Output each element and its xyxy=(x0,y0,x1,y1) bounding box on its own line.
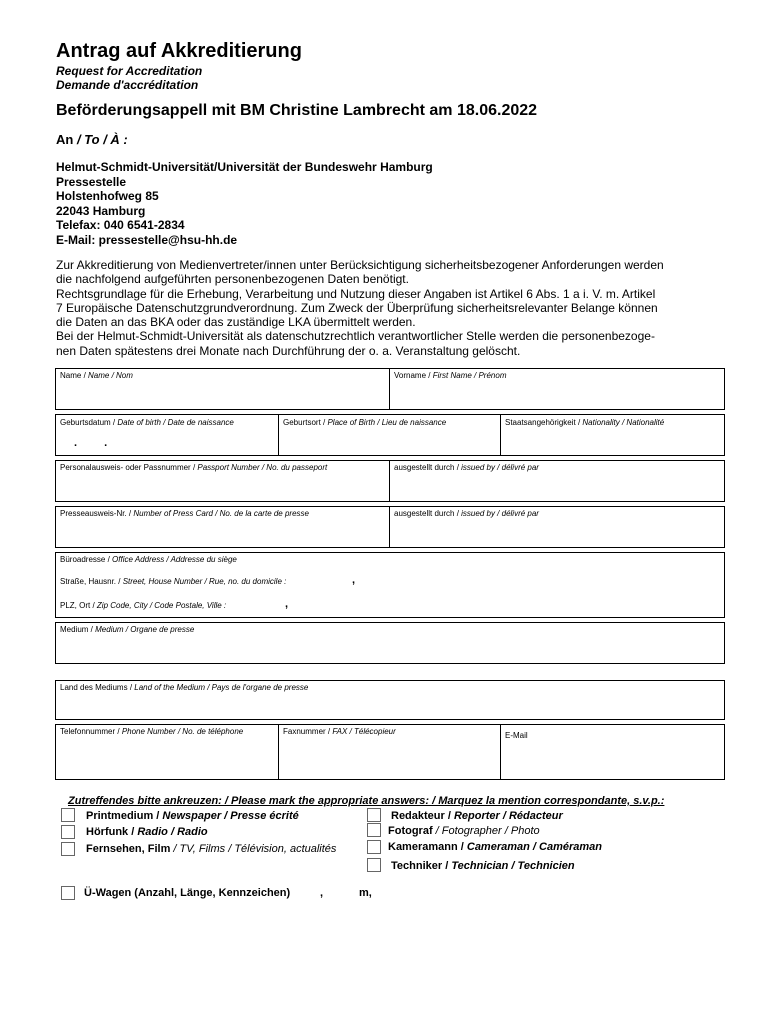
first-name-field[interactable] xyxy=(389,368,725,410)
address-line: Pressestelle xyxy=(56,174,127,189)
name-field[interactable] xyxy=(55,368,390,410)
recipient-address xyxy=(56,160,433,247)
passport-number-label: Personalausweis- oder Passnummer / Passport Number / No. du passeport xyxy=(60,463,328,472)
medium-label: Medium / Medium / Organe de presse xyxy=(60,625,195,634)
cameraman-label: Kameramann / Cameraman / Caméraman xyxy=(388,841,602,853)
technician-checkbox[interactable] xyxy=(367,858,381,872)
reporter-label: Redakteur / Reporter / Rédacteur xyxy=(391,810,563,822)
passport-issuer-field[interactable] xyxy=(389,460,725,502)
zip-city-label: PLZ, Ort / Zip Code, City / Code Postale, Ville : xyxy=(60,601,227,610)
address-fax: Telefax: 040 6541-2834 xyxy=(56,218,185,232)
phone-field[interactable] xyxy=(55,724,279,780)
birth-place-field[interactable] xyxy=(278,414,501,456)
notice-line: Rechtsgrundlage für die Erhebung, Verarbeitung und Nutzung dieser Angaben ist Artikel 6 Abs. 1 a i. V. m. Artikel xyxy=(56,286,656,301)
birth-place-label: Geburtsort / Place of Birth / Lieu de naissance xyxy=(283,418,447,427)
event-title: Beförderungsappell mit BM Christine Lambrecht am 18.06.2022 xyxy=(56,102,538,119)
notice-line: die nachfolgend aufgeführten personenbezogenen Daten benötigt. xyxy=(56,272,409,287)
radio-checkbox[interactable] xyxy=(61,825,75,839)
print-media-checkbox[interactable] xyxy=(61,808,75,822)
notice-line: nen Daten spätestens drei Monate nach Durchführung der o. a. Veranstaltung gelöscht. xyxy=(56,343,521,358)
notice-line: die Daten an das BKA oder das zuständige LKA übermittelt werden. xyxy=(56,315,416,330)
fax-field[interactable] xyxy=(278,724,501,780)
press-card-issuer-field[interactable] xyxy=(389,506,725,548)
passport-number-field[interactable] xyxy=(55,460,390,502)
technician-label: Techniker / Technician / Technicien xyxy=(391,860,575,872)
tv-film-label: Fernsehen, Film / TV, Films / Télévision, actualités xyxy=(86,843,337,855)
fax-label: Faxnummer / FAX / Télécopieur xyxy=(283,727,396,736)
ob-van-separator: , xyxy=(320,887,324,899)
nationality-field[interactable] xyxy=(500,414,725,456)
radio-label: Hörfunk / Radio / Radio xyxy=(86,826,208,838)
privacy-notice xyxy=(56,258,726,358)
address-line: 22043 Hamburg xyxy=(56,203,146,218)
first-name-label: Vorname / First Name / Prénom xyxy=(394,371,507,380)
birth-date-separators: . . xyxy=(74,437,120,449)
media-country-field[interactable] xyxy=(55,680,725,720)
nationality-label: Staatsangehörigkeit / Nationality / Nationalité xyxy=(505,418,665,427)
zip-city-separator: , xyxy=(285,598,289,610)
photographer-checkbox[interactable] xyxy=(367,823,381,837)
passport-issuer-label: ausgestellt durch / issued by / délivré par xyxy=(394,463,539,472)
ob-van-meter-unit: m, xyxy=(359,887,372,899)
page-title: Antrag auf Akkreditierung xyxy=(56,40,302,62)
street-label: Straße, Hausnr. / Street, House Number / Rue, no. du domicile : xyxy=(60,577,287,586)
checkbox-instruction: Zutreffendes bitte ankreuzen: / Please mark the appropriate answers: / Marquez la mention correspondante, s.v.p.: xyxy=(68,795,665,807)
press-card-label: Presseausweis-Nr. / Number of Press Card / No. de la carte de presse xyxy=(60,509,309,518)
address-line: Holstenhofweg 85 xyxy=(56,189,159,203)
recipient-label: An / To / À : xyxy=(56,132,128,147)
street-separator: , xyxy=(352,574,356,586)
phone-label: Telefonnummer / Phone Number / No. de téléphone xyxy=(60,727,244,736)
ob-van-label: Ü-Wagen (Anzahl, Länge, Kennzeichen) xyxy=(84,887,291,899)
notice-line: Zur Akkreditierung von Medienvertreter/innen unter Berücksichtigung sicherheitsbezogener Anforderungen werden xyxy=(56,258,664,272)
subtitle-en: Request for Accreditation xyxy=(56,64,203,78)
name-label: Name / Name / Nom xyxy=(60,371,133,380)
photographer-label: Fotograf / Fotographer / Photo xyxy=(388,825,540,837)
birth-date-field[interactable] xyxy=(55,414,279,456)
press-card-number-field[interactable] xyxy=(55,506,390,548)
print-media-label: Printmedium / Newspaper / Presse écrité xyxy=(86,810,299,822)
notice-line: 7 Europäische Datenschutzgrundverordnung. Zum Zweck der Überprüfung sicherheitsrelevanter Belange können xyxy=(56,300,658,315)
email-label: E-Mail xyxy=(505,731,528,740)
tv-film-checkbox[interactable] xyxy=(61,842,75,856)
office-address-field[interactable] xyxy=(55,552,725,618)
subtitle-fr: Demande d'accréditation xyxy=(56,78,199,92)
notice-line: Bei der Helmut-Schmidt-Universität als datenschutzrechtlich verantwortlicher Stelle werden die personenbezoge- xyxy=(56,329,655,344)
reporter-checkbox[interactable] xyxy=(367,808,381,822)
cameraman-checkbox[interactable] xyxy=(367,840,381,854)
medium-field[interactable] xyxy=(55,622,725,664)
birth-date-label: Geburtsdatum / Date of birth / Date de naissance xyxy=(60,418,234,427)
media-country-label: Land des Mediums / Land of the Medium / Pays de l'organe de presse xyxy=(60,683,309,692)
address-line: Helmut-Schmidt-Universität/Universität der Bundeswehr Hamburg xyxy=(56,160,433,174)
email-field[interactable] xyxy=(500,724,725,780)
press-card-issuer-label: ausgestellt durch / issued by / délivré par xyxy=(394,509,539,518)
address-email: E-Mail: pressestelle@hsu-hh.de xyxy=(56,232,238,247)
office-address-label: Büroadresse / Office Address / Addresse du siège xyxy=(60,555,237,564)
ob-van-checkbox[interactable] xyxy=(61,886,75,900)
